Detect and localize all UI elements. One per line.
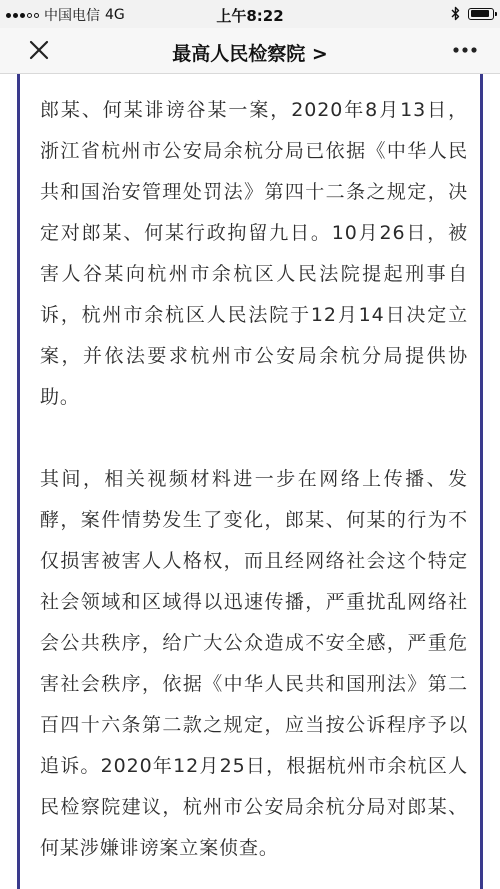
article-paragraph-1: 郎某、何某诽谤谷某一案，2020年8月13日，浙江省杭州市公安局余杭分局已依据《中华人民共和国治安管理处罚法》第四十二条之规定，决定对郎某、何某行政拘留九日。10月26日，被害人谷某向杭州市余杭区人民法院提起刑事自诉，杭州市余杭区人民法院于12月14日决定立案，并依法要求杭州市公安局余杭分局提供协助。	[40, 99, 468, 408]
article-frame	[17, 74, 483, 889]
bluetooth-icon	[451, 6, 460, 21]
status-right	[451, 6, 494, 21]
battery-icon	[468, 8, 494, 20]
nav-bar	[0, 28, 500, 74]
more-icon[interactable]	[450, 36, 480, 64]
account-title-link[interactable]: 最高人民检察院 >	[172, 43, 328, 65]
carrier-name: 中国电信	[44, 8, 100, 24]
article-paragraph-2: 其间，相关视频材料进一步在网络上传播、发酵，案件情势发生了变化，郎某、何某的行为不仅损害被害人人格权，而且经网络社会这个特定社会领域和区域得以迅速传播，严重扰乱网络社会公共秩序，给广大公众造成不安全感，严重危害社会秩序，依据《中华人民共和国刑法》第二百四十六条第二款之规定，应当按公诉程序予以追诉。2020年12月25日，根据杭州市余杭区人民检察院建议，杭州市公安局余杭分局对郎某、何某涉嫌诽谤案立案侦查。	[40, 468, 468, 859]
status-bar	[0, 0, 500, 28]
status-time: 上午8:22	[216, 7, 284, 25]
article-body	[40, 90, 468, 869]
network-type: 4G	[105, 7, 125, 23]
